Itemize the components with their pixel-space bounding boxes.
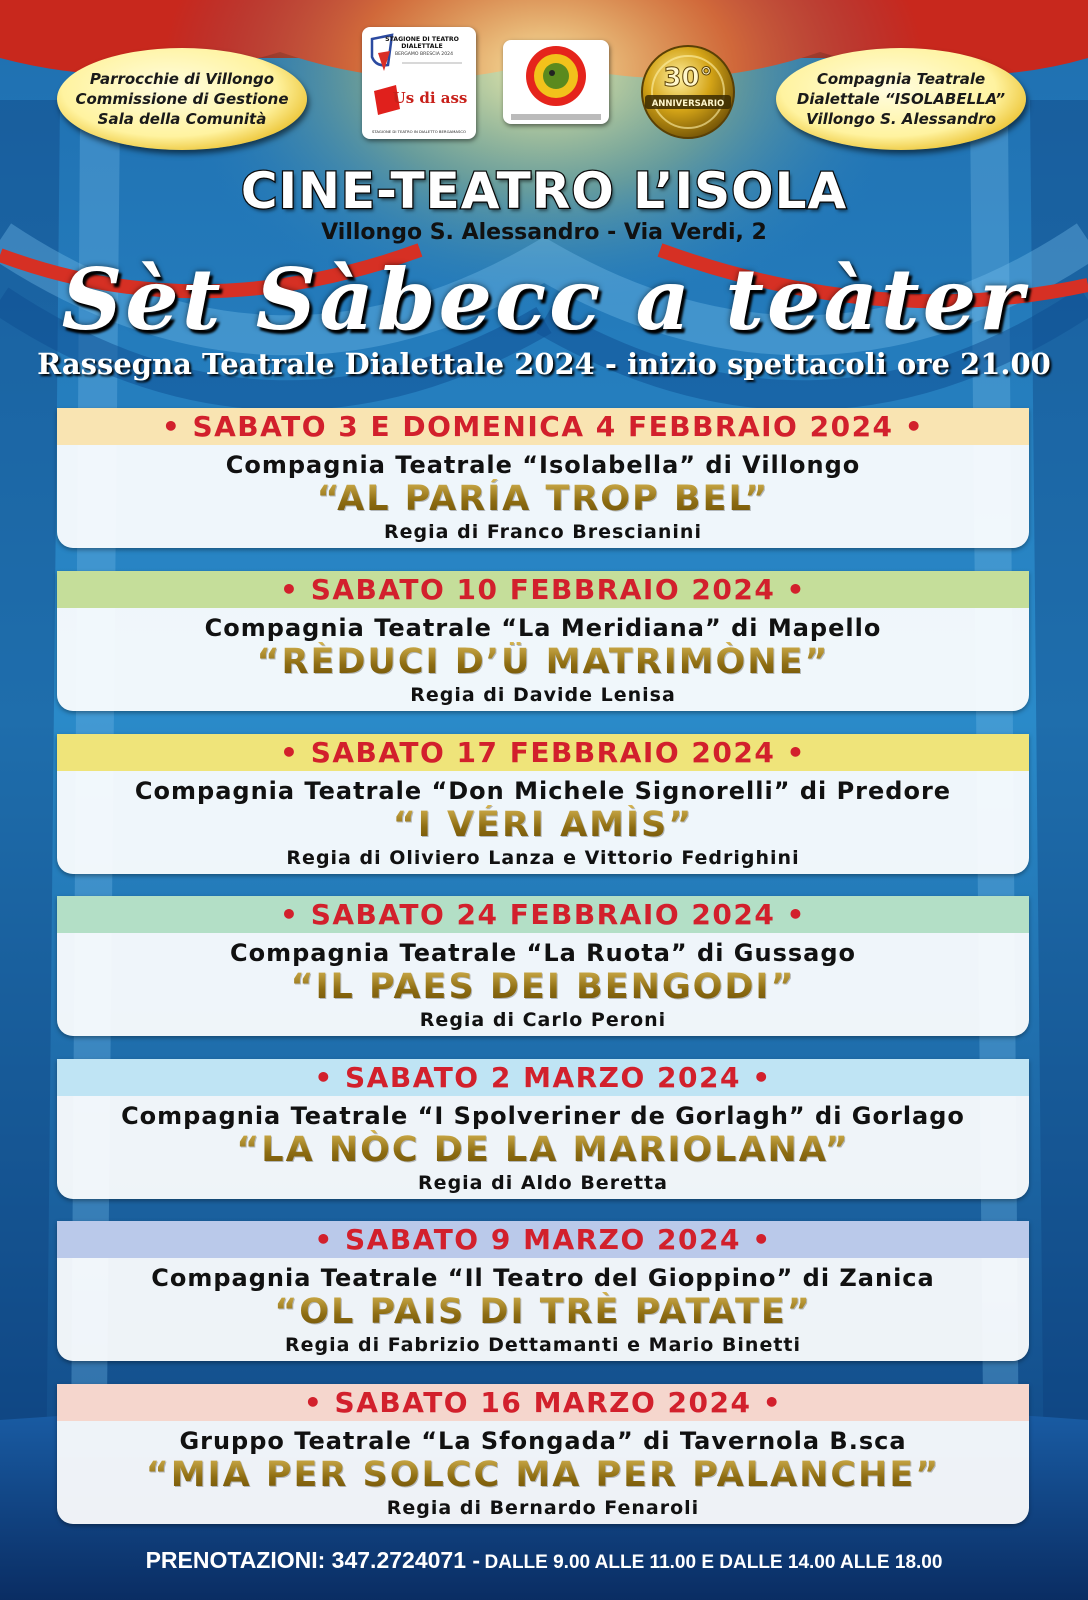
- event-date: • SABATO 3 E DOMENICA 4 FEBBRAIO 2024 •: [161, 410, 925, 443]
- company-line-1: Compagnia Teatrale: [816, 70, 986, 88]
- poster-title: Sèt Sàbecc a teàter: [61, 250, 1027, 349]
- round-badge-icon: [503, 40, 609, 124]
- parish-line-3: Sala della Comunità: [97, 110, 267, 128]
- event-date: • SABATO 16 MARZO 2024 •: [303, 1386, 783, 1419]
- company-oval-badge: [776, 48, 1026, 150]
- poster-subtitle: Rassegna Teatrale Dialettale 2024 - inizio spettacoli ore 21.00: [37, 347, 1051, 381]
- event-director: Regia di Fabrizio Dettamanti e Mario Binetti: [284, 1334, 802, 1356]
- event-card: [57, 896, 1029, 1036]
- event-date: • SABATO 17 FEBBRAIO 2024 •: [280, 736, 806, 769]
- event-date-band: [57, 896, 1029, 933]
- event-play-title: “RÈDUCI D’Ü MATRIMÒNE”: [57, 642, 1029, 682]
- stagione-title-2: DIALETTALE: [401, 43, 443, 50]
- company-line-3: Villongo S. Alessandro: [806, 110, 996, 128]
- event-date-band: [57, 1059, 1029, 1096]
- event-company: Gruppo Teatrale “La Sfongada” di Tavernola B.sca: [179, 1427, 907, 1455]
- anniversary-label: ANNIVERSARIO: [651, 99, 725, 109]
- event-director: Regia di Oliviero Lanza e Vittorio Fedrighini: [286, 847, 800, 869]
- anniversary-number: 30°: [663, 63, 713, 93]
- event-company: Compagnia Teatrale “Il Teatro del Gioppino” di Zanica: [151, 1264, 935, 1292]
- event-company: Compagnia Teatrale “Don Michele Signorelli” di Predore: [134, 777, 952, 805]
- event-date-band: [57, 408, 1029, 445]
- medal-icon: [633, 40, 743, 150]
- event-date-band: [57, 734, 1029, 771]
- event-card: [57, 734, 1029, 874]
- event-date-band: [57, 1384, 1029, 1421]
- event-card: [57, 1059, 1029, 1199]
- event-play-title: “OL PAIS DI TRÈ PATATE”: [57, 1292, 1029, 1332]
- event-play-title: “IL PAES DEI BENGODI”: [57, 967, 1029, 1007]
- stagione-footer: STAGIONE DI TEATRO IN DIALETTO BERGAMASCO: [371, 129, 467, 134]
- us-di-ass-brand: Us di ass: [392, 89, 468, 107]
- event-play-title: “I VÉRI AMÌS”: [57, 805, 1029, 845]
- cartoon-club-logo: [503, 40, 609, 124]
- stagione-title-3: BERGAMO BRESCIA 2024: [394, 52, 454, 57]
- event-card: [57, 408, 1029, 548]
- event-director: Regia di Franco Brescianini: [384, 521, 702, 543]
- stagione-teatro-logo: [362, 27, 476, 139]
- parish-line-1: Parrocchie di Villongo: [89, 70, 275, 88]
- venue-name: CINE-TEATRO L’ISOLA: [240, 162, 848, 220]
- booking-hours: DALLE 9.00 ALLE 11.00 E DALLE 14.00 ALLE 18.00: [484, 1552, 943, 1573]
- event-director: Regia di Bernardo Fenaroli: [386, 1497, 700, 1519]
- booking-footer: [0, 1547, 1088, 1574]
- event-date: • SABATO 9 MARZO 2024 •: [314, 1223, 772, 1256]
- event-card: [57, 1384, 1029, 1524]
- event-card: [57, 1221, 1029, 1361]
- parish-line-2: Commissione di Gestione: [75, 90, 289, 108]
- event-director: Regia di Aldo Beretta: [418, 1172, 668, 1194]
- booking-phone: PRENOTAZIONI: 347.2724071 -: [145, 1547, 481, 1573]
- event-date-band: [57, 571, 1029, 608]
- event-director: Regia di Carlo Peroni: [419, 1009, 667, 1031]
- event-company: Compagnia Teatrale “La Ruota” di Gussago: [230, 939, 856, 967]
- event-card: [57, 571, 1029, 711]
- 30-anniversary-medal: [633, 40, 743, 150]
- stagione-title-1: STAGIONE DI TEATRO: [385, 36, 459, 43]
- company-line-2: Dialettale “ISOLABELLA”: [796, 90, 1006, 108]
- event-company: Compagnia Teatrale “La Meridiana” di Mapello: [204, 614, 882, 642]
- event-date: • SABATO 2 MARZO 2024 •: [314, 1061, 772, 1094]
- event-company: Compagnia Teatrale “Isolabella” di Villongo: [225, 451, 861, 479]
- event-date-band: [57, 1221, 1029, 1258]
- event-date: • SABATO 10 FEBBRAIO 2024 •: [280, 573, 806, 606]
- event-play-title: “LA NÒC DE LA MARIOLANA”: [57, 1130, 1029, 1170]
- event-company: Compagnia Teatrale “I Spolveriner de Gorlagh” di Gorlago: [121, 1102, 965, 1130]
- event-play-title: “AL PARÍA TROP BEL”: [57, 479, 1029, 519]
- event-director: Regia di Davide Lenisa: [410, 684, 676, 706]
- theatre-mask-icon: [362, 27, 476, 139]
- event-date: • SABATO 24 FEBBRAIO 2024 •: [280, 898, 806, 931]
- event-play-title: “MIA PER SOLCC MA PER PALANCHE”: [57, 1455, 1029, 1495]
- venue-address: Villongo S. Alessandro - Via Verdi, 2: [321, 220, 767, 245]
- parish-oval-badge: [57, 48, 307, 150]
